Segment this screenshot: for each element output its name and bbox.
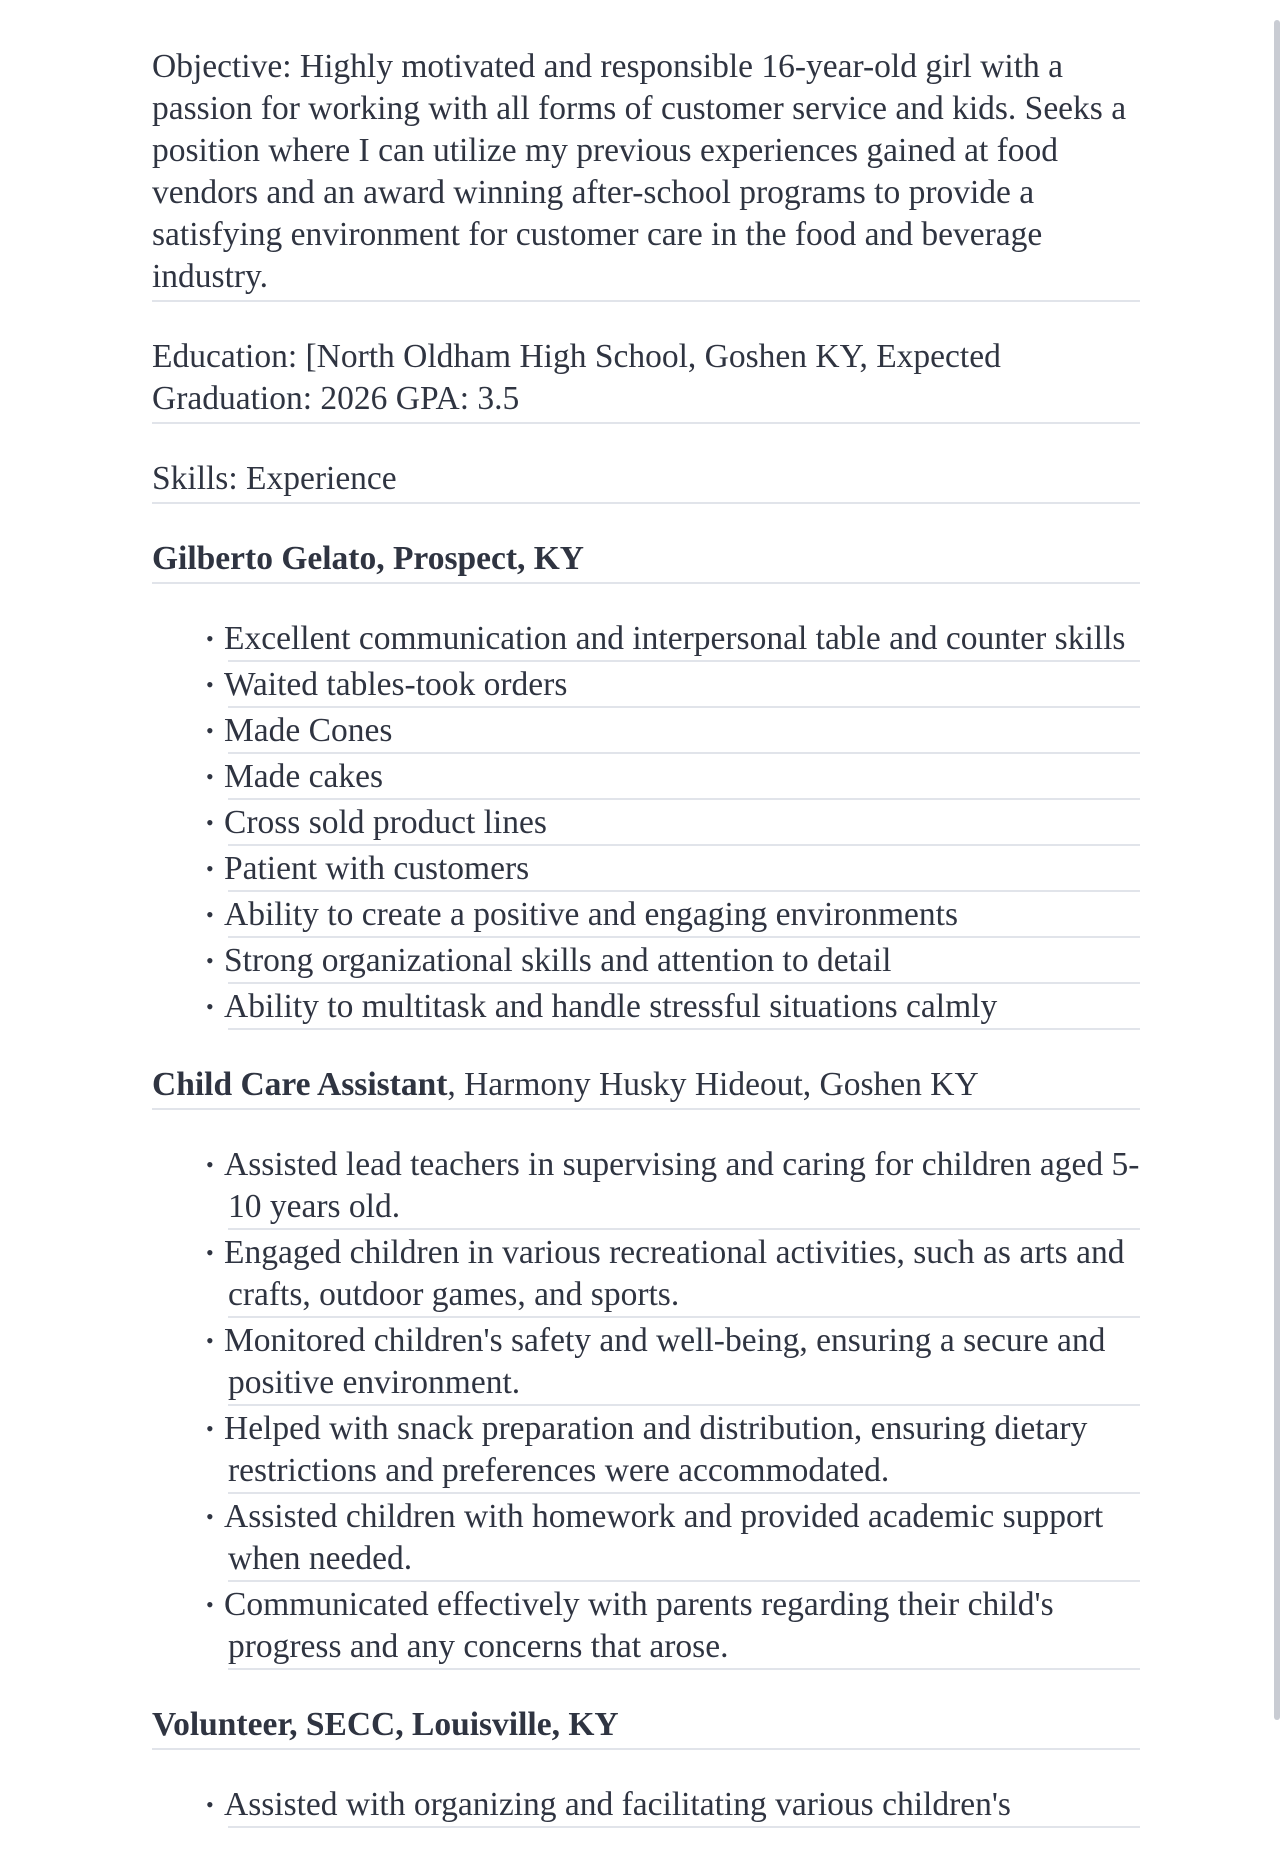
bullet-icon: • — [206, 948, 214, 973]
list-item: • Made Cones — [228, 710, 1140, 754]
bullet-icon: • — [206, 672, 214, 697]
bullet-icon: • — [206, 994, 214, 1019]
bullet-icon: • — [206, 902, 214, 927]
list-item: • Assisted with organizing and facilitating various children's — [228, 1784, 1140, 1828]
job-heading-volunteer-secc — [152, 1704, 1140, 1750]
list-item: • Engaged children in various recreational activities, such as arts and crafts, outdoor games, and sports. — [228, 1232, 1140, 1318]
bullet-icon: • — [206, 626, 214, 651]
vertical-scrollbar[interactable] — [1274, 20, 1280, 1720]
list-item: • Ability to create a positive and engaging environments — [228, 894, 1140, 938]
list-item: • Assisted lead teachers in supervising and caring for children aged 5-10 years old. — [228, 1144, 1140, 1230]
list-item: • Cross sold product lines — [228, 802, 1140, 846]
list-item: • Waited tables-took orders — [228, 664, 1140, 708]
job-title: Volunteer, SECC, Louisville, KY — [152, 1706, 619, 1743]
education-paragraph: Education: [North Oldham High School, Goshen KY, Expected Graduation: 2026 GPA: 3.5 — [152, 336, 1140, 424]
list-item: • Monitored children's safety and well-being, ensuring a secure and positive environment. — [228, 1320, 1140, 1406]
list-item: • Strong organizational skills and attention to detail — [228, 940, 1140, 984]
bullet-icon: • — [206, 1328, 214, 1353]
bullet-icon: • — [206, 856, 214, 881]
bullet-icon: • — [206, 764, 214, 789]
bullet-icon: • — [206, 718, 214, 743]
job-title: Gilberto Gelato, Prospect, KY — [152, 540, 584, 577]
bullet-list-volunteer-secc — [152, 1784, 1140, 1828]
list-item: • Assisted children with homework and provided academic support when needed. — [228, 1496, 1140, 1582]
job-location: , Harmony Husky Hideout, Goshen KY — [447, 1066, 979, 1103]
list-item: • Excellent communication and interpersonal table and counter skills — [228, 618, 1140, 662]
bullet-icon: • — [206, 1792, 214, 1817]
bullet-icon: • — [206, 1504, 214, 1529]
bullet-list-gilberto-gelato — [152, 618, 1140, 1030]
bullet-icon: • — [206, 1240, 214, 1265]
job-heading-child-care-assistant — [152, 1064, 1140, 1110]
list-item: • Communicated effectively with parents regarding their child's progress and any concerns that arose. — [228, 1584, 1140, 1670]
list-item: • Helped with snack preparation and distribution, ensuring dietary restrictions and preferences were accommodated. — [228, 1408, 1140, 1494]
job-title: Child Care Assistant — [152, 1066, 448, 1103]
objective-paragraph: Objective: Highly motivated and responsible 16-year-old girl with a passion for working with all forms of customer service and kids. Seeks a position where I can utilize my previous experiences gained at food vendors and an award winning after-school programs to provide a satisfying environment for customer care in the food and beverage industry. — [152, 46, 1140, 302]
bullet-icon: • — [206, 1416, 214, 1441]
list-item: • Patient with customers — [228, 848, 1140, 892]
job-heading-gilberto-gelato — [152, 538, 1140, 584]
bullet-icon: • — [206, 1592, 214, 1617]
skills-heading: Skills: Experience — [152, 458, 1140, 504]
bullet-list-child-care-assistant — [152, 1144, 1140, 1670]
list-item: • Made cakes — [228, 756, 1140, 800]
bullet-icon: • — [206, 810, 214, 835]
bullet-icon: • — [206, 1152, 214, 1177]
list-item: • Ability to multitask and handle stressful situations calmly — [228, 986, 1140, 1030]
resume-document — [152, 46, 1140, 1862]
